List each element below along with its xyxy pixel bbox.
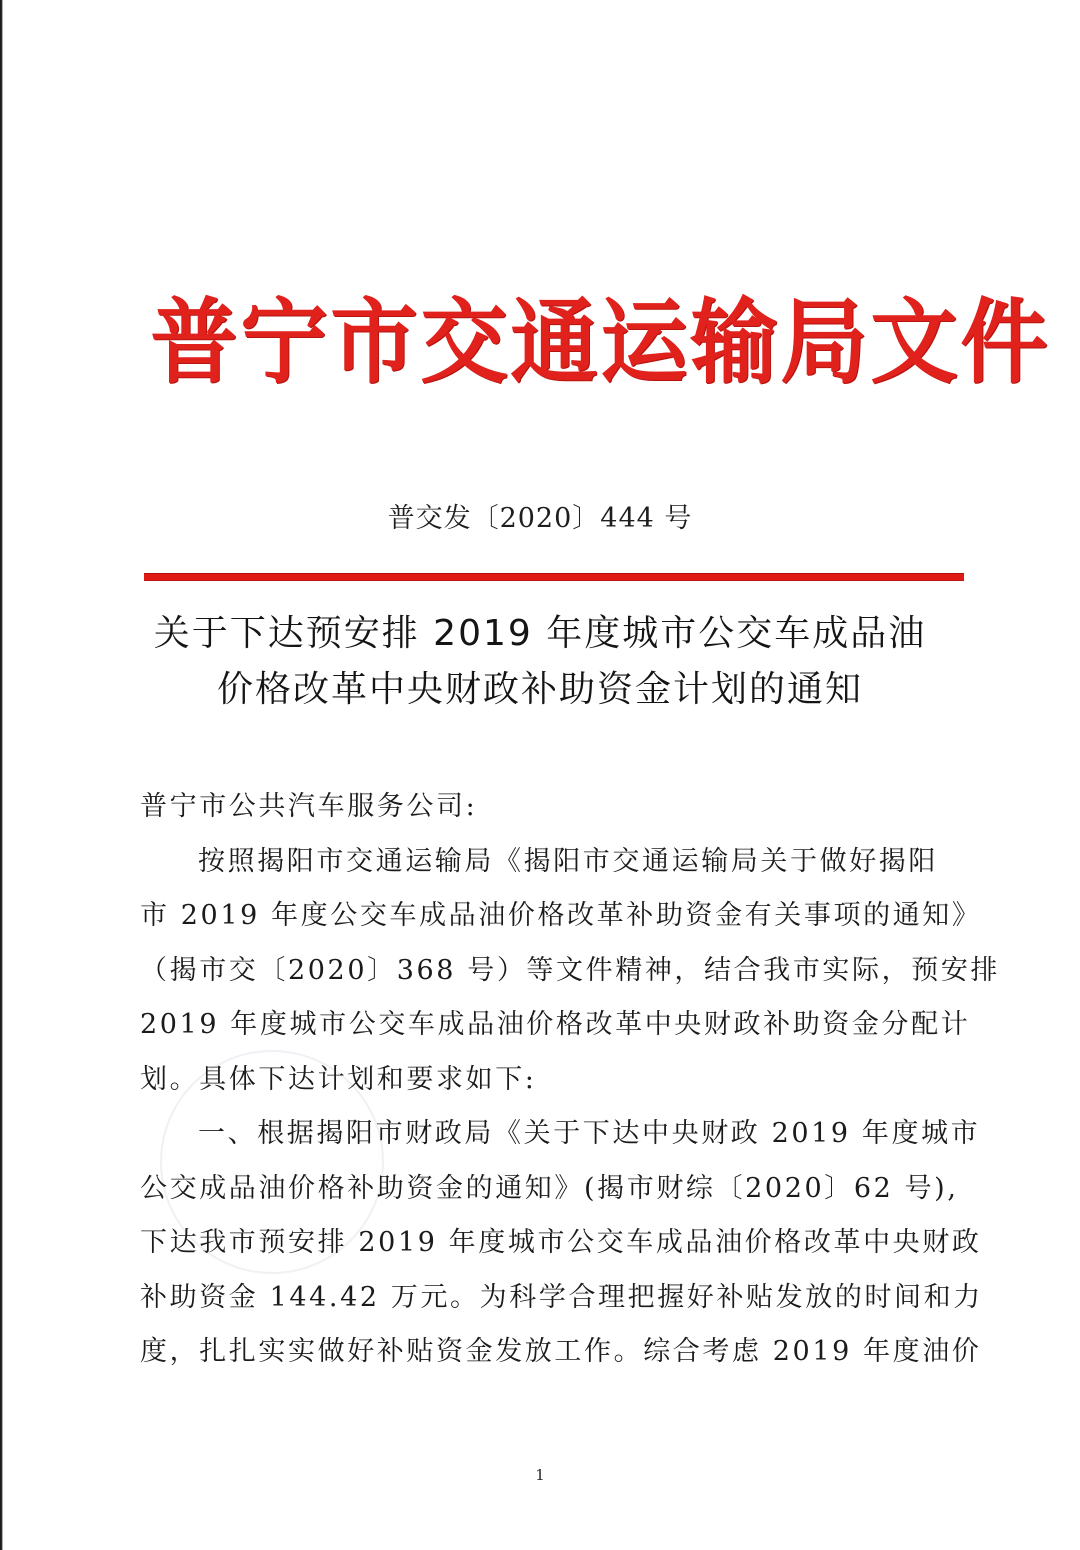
notice-title-line-2: 价格改革中央财政补助资金计划的通知 [216,669,863,710]
header-char: 件 [960,288,1048,396]
body-line: 补助资金 144.42 万元。为科学合理把握好补贴发放的时间和力 [140,1281,983,1313]
recipient-line: 普宁市公共汽车服务公司: [140,791,478,822]
header-char: 通 [510,288,598,396]
body-line: 下达我市预安排 2019 年度城市公交车成品油价格改革中央财政 [140,1227,982,1258]
header-char: 交 [420,288,508,396]
body-line: 一、根据揭阳市财政局《关于下达中央财政 2019 年度城市 [198,1118,981,1149]
header-char: 运 [600,288,688,396]
notice-title-line-1: 关于下达预安排 2019 年度城市公交车成品油 [153,613,927,654]
body-line: 划。具体下达计划和要求如下: [140,1063,537,1095]
header-char: 普 [150,288,238,396]
body-line: 2019 年度城市公交车成品油价格改革中央财政补助资金分配计 [140,1009,971,1040]
document-body [140,780,1001,1380]
issuing-authority-header [148,282,1048,402]
header-char: 市 [330,288,418,396]
header-char: 输 [690,288,778,396]
header-char: 局 [780,288,868,396]
red-divider-rule [144,573,964,581]
body-line: 度，扎扎实实做好补贴资金发放工作。综合考虑 2019 年度油价 [140,1336,982,1367]
body-line: （揭市交〔2020〕368 号）等文件精神，结合我市实际，预安排 [140,954,1001,986]
body-line: 公交成品油价格补助资金的通知》(揭市财综〔2020〕62 号), [140,1172,959,1204]
scan-edge-shadow [0,0,3,1550]
header-char: 文 [870,288,958,396]
notice-title [120,606,960,718]
document-number: 普交发〔2020〕444 号 [387,503,693,534]
body-line: 按照揭阳市交通运输局《揭阳市交通运输局关于做好揭阳 [198,845,938,877]
body-line: 市 2019 年度公交车成品油价格改革补助资金有关事项的通知》 [140,900,982,931]
header-char: 宁 [240,288,328,396]
page-number: 1 [535,1466,545,1484]
